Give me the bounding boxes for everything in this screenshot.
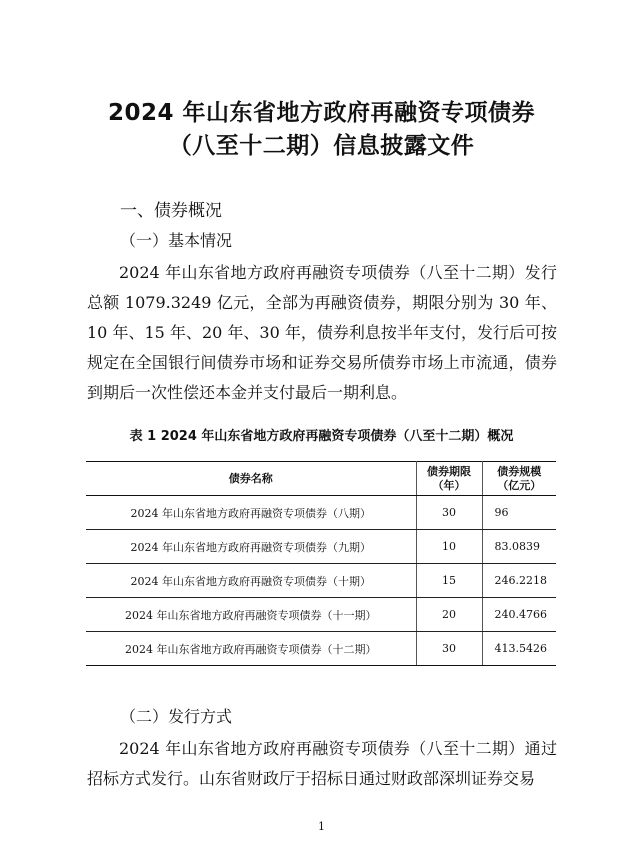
table-caption: 表 1 2024 年山东省地方政府再融资专项债券（八至十二期）概况 — [129, 429, 514, 444]
header-bond-name-label: 债券名称 — [228, 471, 273, 485]
bond-name-cell: 2024 年山东省地方政府再融资专项债券（十二期） — [86, 632, 416, 666]
header-scale-label: 债券规模 — [497, 464, 542, 478]
bond-name-cell: 2024 年山东省地方政府再融资专项债券（九期） — [86, 530, 416, 564]
bond-name-cell: 2024 年山东省地方政府再融资专项债券（十一期） — [86, 598, 416, 632]
bond-scale-cell: 413.5426 — [482, 632, 556, 666]
bond-term-cell: 30 — [416, 632, 482, 666]
header-term-label: 债券期限 — [427, 464, 471, 478]
bond-name-cell: 2024 年山东省地方政府再融资专项债券（十期） — [86, 564, 416, 598]
table-row — [86, 598, 556, 632]
issuance-method-paragraph — [87, 734, 557, 800]
table-header-row — [86, 462, 556, 496]
header-bond-scale — [482, 462, 556, 496]
bond-scale-cell: 240.4766 — [482, 598, 556, 632]
header-bond-term — [416, 462, 482, 496]
basic-info-paragraph — [87, 258, 557, 408]
subsection-heading-basic-info: （一）基本情况 — [120, 231, 233, 250]
bond-overview-table — [86, 461, 556, 666]
header-term-unit: （年） — [432, 478, 466, 492]
document-title-line-2: （八至十二期）信息披露文件 — [168, 133, 475, 159]
basic-info-text: 2024 年山东省地方政府再融资专项债券（八至十二期）发行总额 1079.3249 亿元，全部为再融资债券，期限分别为 30 年、10 年、15 年、20 年、30 年，债券利息按半年支付，发行后可按规定在全国银行间债券市场和证券交易所债券市场上市流通，债券到期后一次性偿还本金并支付最后一期利息。 — [87, 263, 557, 402]
issuance-method-text: 2024 年山东省地方政府再融资专项债券（八至十二期）通过招标方式发行。山东省财政厅于招标日通过财政部深圳证券交易 — [87, 739, 557, 788]
bond-term-cell: 15 — [416, 564, 482, 598]
header-bond-name — [86, 462, 416, 496]
subsection-heading-issuance-method: （二）发行方式 — [120, 707, 233, 726]
bond-name-cell: 2024 年山东省地方政府再融资专项债券（八期） — [86, 496, 416, 530]
table-row — [86, 632, 556, 666]
bond-term-cell: 30 — [416, 496, 482, 530]
bond-scale-cell: 83.0839 — [482, 530, 556, 564]
table-row — [86, 496, 556, 530]
table-row — [86, 530, 556, 564]
bond-scale-cell: 96 — [482, 496, 556, 530]
section-heading-bond-overview: 一、债券概况 — [120, 201, 222, 221]
table-row — [86, 564, 556, 598]
page-number: 1 — [318, 820, 325, 833]
bond-scale-cell: 246.2218 — [482, 564, 556, 598]
document-title-line-1: 2024 年山东省地方政府再融资专项债券 — [107, 100, 536, 126]
bond-term-cell: 10 — [416, 530, 482, 564]
header-scale-unit: （亿元） — [497, 478, 542, 492]
bond-term-cell: 20 — [416, 598, 482, 632]
